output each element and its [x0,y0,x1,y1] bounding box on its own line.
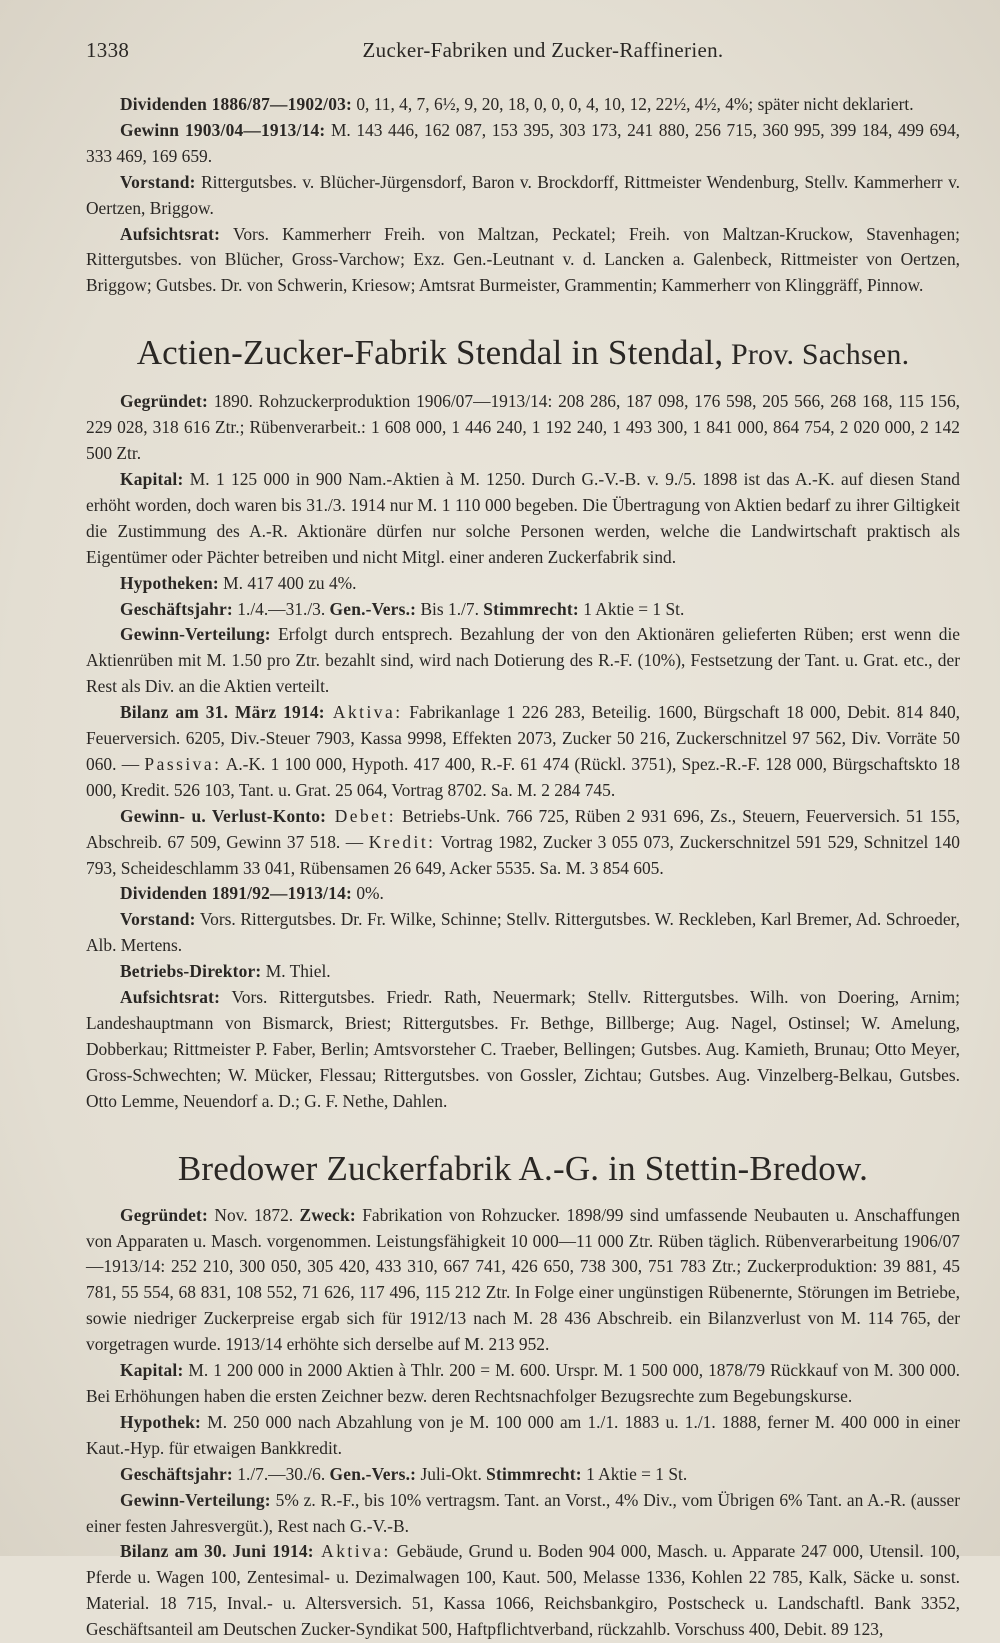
label-mortgage: Hypothek: [120,1411,202,1432]
paragraph-profit-distribution: Gewinn-Verteilung: Erfolgt durch entsprech. Bezahlung der von den Aktionären gelieferten Rüben; erst wenn die Aktienrüben mit M. 1.50 pro Ztr. bezahlt sind, wird nach Dotierung des R.-F. (10%), Festsetzung der Tant. u. Grat. etc., der Rest als Div. an die Aktien verteilt. [86,624,960,697]
label-board: Vorstand: [120,909,196,930]
paragraph-balance-sheet: Bilanz am 31. März 1914: Aktiva: Fabrikanlage 1 226 283, Beteilig. 1600, Bürgschaft 18 000, Debit. 814 840, Feuerversich. 6205, Div.-Steuer 7903, Kassa 9998, Effekten 2073, Zucker 50 216, Zuckerschnitzel 97 562, Div. Vorräte 50 060. — Passiva: A.-K. 1 100 000, Hypoth. 417 400, R.-F. 61 474 (Rückl. 3751), Spez.-R.-F. 128 000, Bürgschaftskto 18 000, Kredit. 526 103, Tant. u. Grat. 25 064, Vortrag 8702. Sa. M. 2 284 745. [86,702,960,800]
paragraph-balance-sheet: Bilanz am 30. Juni 1914: Aktiva: Gebäude, Grund u. Boden 904 000, Masch. u. Apparate 247 000, Utensil. 100, Pferde u. Wagen 100, Zentesimal- u. Dezimalwagen 100, Kaut. 500, Melasse 1336, Kohlen 22 785, Kalk, Säcke u. sonst. Material. 18 715, Inval.- u. Altersversich. 51, Kassa 1066, Reichsbankgiro, Postscheck u. Landschaftl. Bank 3352, Geschäftsanteil am Deutschen Zucker-Syndikat 500, Haftpflichtverband, rückzahlb. Vorschuss 400, Debit. 89 123, [86,1541,961,1640]
label-profit-loss: Gewinn- u. Verlust-Konto: [120,805,327,826]
label-operations-director: Betriebs-Direktor: [120,961,262,982]
label-capital: Kapital: [120,1360,184,1381]
paragraph-supervisory-board: Aufsichtsrat: Vors. Kammerherr Freih. von Maltzan, Peckatel; Freih. von Maltzan-Kruckow, Stavenhagen; Rittergutsbes. von Blücher, Gross-Varchow; Exz. Gen.-Leutnant v. d. Lancken a. Galenbeck, Rittmeister von Oertzen, Briggow; Gutsbes. Dr. von Schwerin, Kriesow; Amtsrat Burmeister, Grammentin; Kammerherr von Klinggräff, Pinnow. [86,223,960,296]
entry-stendal [86,389,960,1114]
label-mortgage: Hypotheken: [120,572,219,593]
entry-bredow [86,1203,960,1643]
running-title: Zucker-Fabriken und Zucker-Raffinerien. [362,38,724,62]
paragraph-mortgage: Hypothek: M. 250 000 nach Abzahlung von je M. 100 000 am 1./1. 1883 u. 1./1. 1888, ferner M. 400 000 in einer Kaut.-Hyp. für etwaigen Bankkredit. [86,1411,960,1458]
paragraph-supervisory-board: Aufsichtsrat: Vors. Rittergutsbes. Friedr. Rath, Neuermark; Stellv. Rittergutsbes. Wilh. von Doering, Arnim; Landeshauptmann von Bismarck, Briest; Rittergutsbes. Fr. Bethge, Billberge; Aug. Nagel, Ostinsel; W. Amelung, Dobberkau; Rittmeister P. Faber, Berlin; Amtsvorsteher C. Traeber, Bellingen; Gutsbes. Aug. Kamieth, Brunau; Otto Meyer, Gross-Schwechten; W. Mücker, Flessau; Rittergutsbes. von Gossler, Zichtau; Gutsbes. Aug. Vinzelberg-Belkau, Gutsbes. Otto Lemme, Neuendorf a. D.; G. F. Nethe, Dahlen. [86,987,960,1111]
paragraph-profit-loss: Gewinn- u. Verlust-Konto: Debet: Betriebs-Unk. 766 725, Rüben 2 931 696, Zs., Steuern, Feuerversich. 51 155, Abschreib. 67 509, Gewinn 37 518. — Kredit: Vortrag 1982, Zucker 3 055 073, Zuckerschnitzel 591 529, Schnitzel 140 793, Scheideschlamm 33 041, Rübensamen 26 649, Acker 5535. Sa. M. 3 854 605. [86,805,960,878]
label-founded: Gegründet: [120,391,208,412]
label-voting-right: Stimmrecht: [483,598,579,619]
page-number: 1338 [86,38,130,62]
label-assets: Aktiva: [324,702,403,723]
label-liabilities: Passiva: [144,753,222,774]
paragraph-founded: Gegründet: Nov. 1872. Zweck: Fabrikation von Rohzucker. 1898/99 sind umfassende Neubauten u. Anschaffungen von Apparaten u. Masch. vorgenommen. Leistungsfähigkeit 10 000—11 000 Ztr. Rüben täglich. Rübenverarbeitung 1906/07—1913/14: 252 210, 300 050, 305 420, 433 310, 667 741, 426 650, 738 300, 751 783 Ztr.; Zuckerproduktion: 39 881, 45 781, 55 554, 68 831, 108 552, 71 626, 117 496, 115 212 Ztr. In Folge einer ungünstigen Rübenernte, Störungen im Betriebe, sowie niedriger Zuckerpreise ergab sich für 1912/13 nach M. 28 436 Abschreib. ein Bilanzverlust von M. 114 765, der vorgetragen wurde. 1913/14 erhöhte sich derselbe auf M. 213 952. [86,1204,960,1355]
label-profit-distribution: Gewinn-Verteilung: [120,1489,271,1510]
paragraph-profit: Gewinn 1903/04—1913/14: M. 143 446, 162 087, 153 395, 303 173, 241 880, 256 715, 360 995, 399 184, 499 694, 333 469, 169 659. [86,119,960,166]
label-capital: Kapital: [120,468,184,489]
label-founded: Gegründet: [120,1204,208,1225]
paragraph-founded: Gegründet: 1890. Rohzuckerproduktion 1906/07—1913/14: 208 286, 187 098, 176 598, 205 566, 268 168, 115 156, 229 028, 318 616 Ztr.; Rübenverarbeit.: 1 608 000, 1 446 240, 1 192 240, 1 493 300, 1 841 000, 864 754, 2 020 000, 2 142 500 Ztr. [86,391,960,464]
company-title-stendal: Actien-Zucker-Fabrik Stendal in Stendal, Prov. Sachsen. [136,333,910,373]
label-dividends: Dividenden 1886/87—1902/03: [120,94,352,114]
paragraph-board: Vorstand: Vors. Rittergutsbes. Dr. Fr. Wilke, Schinne; Stellv. Rittergutsbes. W. Reckleben, Karl Bremer, Ad. Schroeder, Alb. Mertens. [86,909,960,956]
label-fiscal-year: Geschäftsjahr: [120,598,233,619]
label-debit: Debet: [326,805,397,826]
label-board: Vorstand: [120,171,196,192]
label-assets: Aktiva: [313,1541,391,1562]
label-supervisory-board: Aufsichtsrat: [120,987,221,1008]
paragraph-profit-distribution: Gewinn-Verteilung: 5% z. R.-F., bis 10% vertragsm. Tant. an Vorst., 4% Div., vom Übrigen 6% Tant. an A.-R. (ausser einer festen Jahresvergüt.), Rest nach G.-V.-B. [86,1489,960,1536]
label-fiscal-year: Geschäftsjahr: [120,1463,233,1484]
paragraph-dividends: Dividenden 1891/92—1913/14: 0%. [120,883,384,904]
label-balance-sheet: Bilanz am 31. März 1914: [120,702,325,723]
paragraph-fiscal-year: Geschäftsjahr: 1./7.—30./6. Gen.-Vers.: Juli-Okt. Stimmrecht: 1 Aktie = 1 St. [120,1463,688,1484]
paragraph-board: Vorstand: Rittergutsbes. v. Blücher-Jürgensdorf, Baron v. Brockdorff, Rittmeister Wendenburg, Stellv. Kammerherr v. Oertzen, Briggow. [86,171,960,218]
company-title-bredow: Bredower Zuckerfabrik A.-G. in Stettin-Bredow. [177,1148,869,1188]
page-header [86,38,960,78]
paragraph-mortgage: Hypotheken: M. 417 400 zu 4%. [120,572,357,593]
label-supervisory-board: Aufsichtsrat: [120,223,221,244]
paragraph-operations-director: Betriebs-Direktor: M. Thiel. [120,961,331,982]
label-balance-sheet: Bilanz am 30. Juni 1914: [120,1541,314,1562]
entry-previous-company [86,92,960,299]
label-purpose: Zweck: [299,1204,356,1225]
paragraph-capital: Kapital: M. 1 125 000 in 900 Nam.-Aktien à M. 1250. Durch G.-V.-B. v. 9./5. 1898 ist das A.-K. auf diesen Stand erhöht worden, doch waren bis 31./3. 1914 nur M. 1 110 000 begeben. Die Übertragung von Aktien bedarf zu ihrer Giltigkeit die Zustimmung des A.-R. Aktionäre dürfen nur solche Personen werden, welche die Landwirtschaft praktisch als Eigentümer oder Pächter betreiben und nicht Mitgl. einer anderen Zuckerfabrik sind. [86,468,960,567]
paragraph-capital: Kapital: M. 1 200 000 in 2000 Aktien à Thlr. 200 = M. 600. Urspr. M. 1 500 000, 1878/79 Rückkauf von M. 300 000. Bei Erhöhungen haben die ersten Zeichner bezw. deren Rechtsnachfolger Bezugsrechte zum Begebungskurse. [86,1360,960,1406]
label-dividends: Dividenden 1891/92—1913/14: [120,883,352,904]
paragraph-fiscal-year: Geschäftsjahr: 1./4.—31./3. Gen.-Vers.: Bis 1./7. Stimmrecht: 1 Aktie = 1 St. [120,598,685,619]
label-voting-right: Stimmrecht: [486,1463,582,1484]
label-profit: Gewinn 1903/04—1913/14: [120,119,326,140]
label-credit: Kredit: [368,831,436,852]
paragraph-dividends: Dividenden 1886/87—1902/03: 0, 11, 4, 7, 6½, 9, 20, 18, 0, 0, 0, 4, 10, 12, 22½, 4½, 4%; später nicht deklariert. [120,94,914,114]
label-general-meeting: Gen.-Vers.: [329,1463,417,1484]
label-profit-distribution: Gewinn-Verteilung: [120,624,271,645]
label-general-meeting: Gen.-Vers.: [329,598,417,619]
